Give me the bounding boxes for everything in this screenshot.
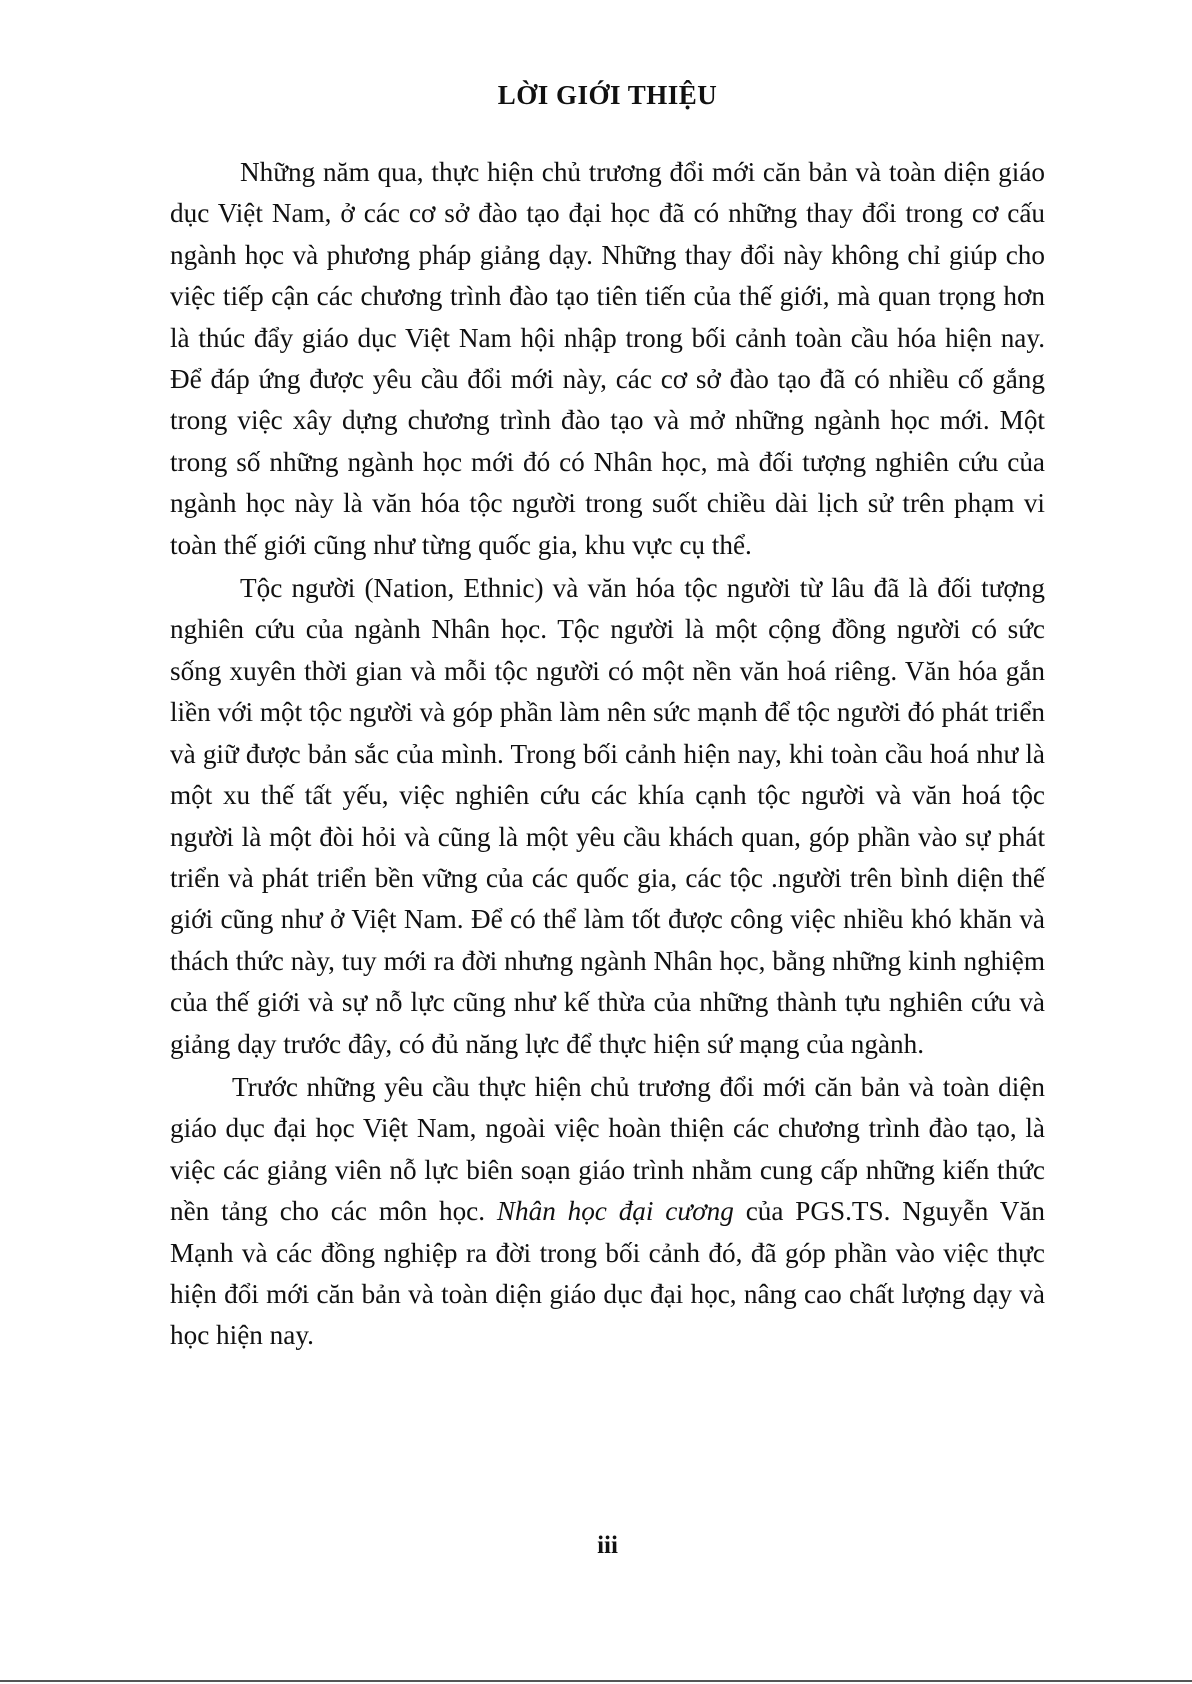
document-page <box>170 0 1045 1684</box>
body-text <box>170 152 1045 1359</box>
bottom-border-line <box>0 1680 1192 1682</box>
book-title: Nhân học đại cương <box>496 1196 734 1227</box>
paragraph-2: Tộc người (Nation, Ethnic) và văn hóa tộc người từ lâu đã là đối tượng nghiên cứu của ngành Nhân học. Tộc người là một cộng đồng người có sức sống xuyên thời gian và mỗi tộc người có một nền văn hoá riêng. Văn hóa gắn liền với một tộc người và góp phần làm nên sức mạnh để tộc người đó phát triển và giữ được bản sắc của mình. Trong bối cảnh hiện nay, khi toàn cầu hoá như là một xu thế tất yếu, việc nghiên cứu các khía cạnh tộc người và văn hoá tộc người là một đòi hỏi và cũng là một yêu cầu khách quan, góp phần vào sự phát triển và phát triển bền vững của các quốc gia, các tộc .người trên bình diện thế giới cũng như ở Việt Nam. Để có thể làm tốt được công việc nhiều khó khăn và thách thức này, tuy mới ra đời nhưng ngành Nhân học, bằng những kinh nghiệm của thế giới và sự nỗ lực cũng như kế thừa của những thành tựu nghiên cứu và giảng dạy trước đây, có đủ năng lực để thực hiện sứ mạng của ngành. <box>170 573 1045 1059</box>
page-number: iii <box>597 1532 618 1559</box>
page-title: LỜI GIỚI THIỆU <box>497 80 718 110</box>
paragraph-3-part-1: Trước những yêu cầu thực hiện chủ trương đổi mới căn bản và toàn diện giáo dục đại học Việt Nam, ngoài việc hoàn thiện các chương trình đào tạo, là việc các giảng viên nỗ lực biên soạn giáo trình nhằm cung cấp những kiến thức nền tảng cho các môn học. <box>170 1071 1045 1227</box>
paragraph-1: Những năm qua, thực hiện chủ trương đổi mới căn bản và toàn diện giáo dục Việt Nam, ở các cơ sở đào tạo đại học đã có những thay đổi trong cơ cấu ngành học và phương pháp giảng dạy. Những thay đổi này không chỉ giúp cho việc tiếp cận các chương trình đào tạo tiên tiến của thế giới, mà quan trọng hơn là thúc đẩy giáo dục Việt Nam hội nhập trong bối cảnh toàn cầu hóa hiện nay. Để đáp ứng được yêu cầu đổi mới này, các cơ sở đào tạo đã có nhiều cố gắng trong việc xây dựng chương trình đào tạo và mở những ngành học mới. Một trong số những ngành học mới đó có Nhân học, mà đối tượng nghiên cứu của ngành học này là văn hóa tộc người trong suốt chiều dài lịch sử trên phạm vi toàn thế giới cũng như từng quốc gia, khu vực cụ thể. <box>170 157 1045 560</box>
paragraph-3-part-2: của PGS.TS. Nguyễn Văn Mạnh và các đồng nghiệp ra đời trong bối cảnh đó, đã góp phần vào việc thực hiện đổi mới căn bản và toàn diện giáo dục đại học, nâng cao chất lượng dạy và học hiện nay. <box>170 1196 1045 1351</box>
paragraph-3 <box>170 1067 1045 1357</box>
